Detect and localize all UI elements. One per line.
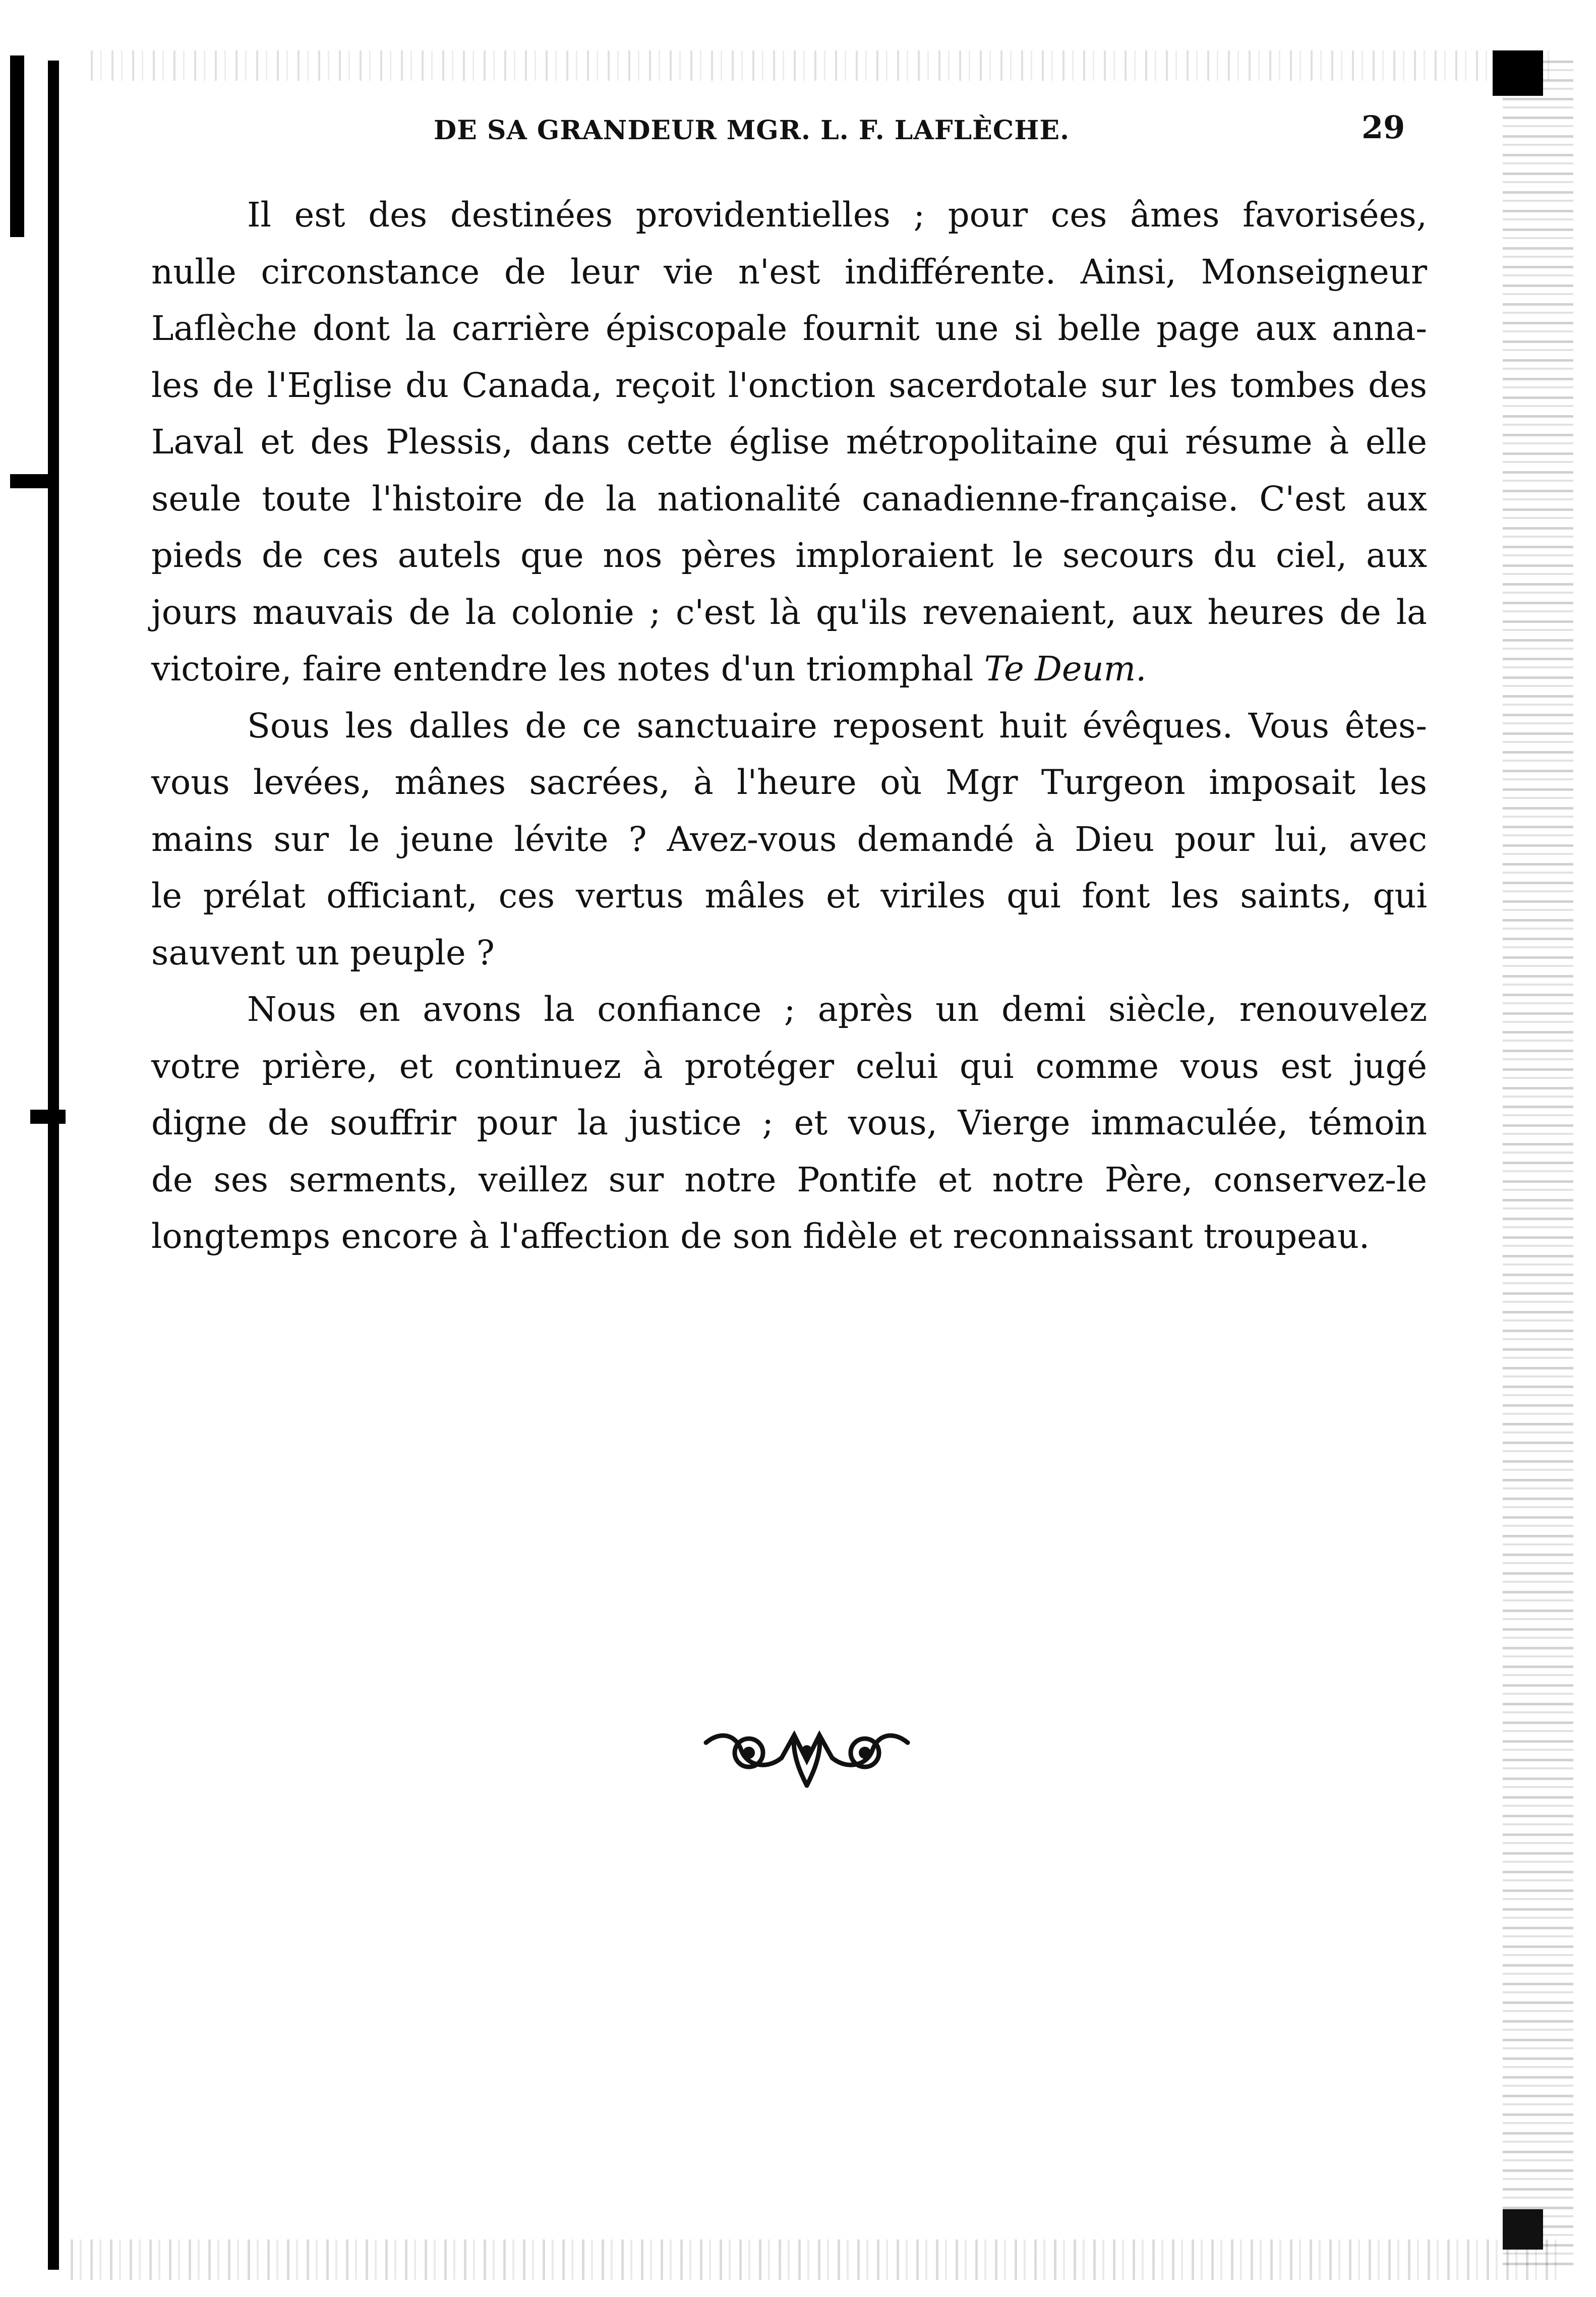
text-line: Nous en avons la confiance ; après un demi siècle, renouvelez: [247, 990, 1427, 1029]
scan-speckle-bottom: [71, 2239, 1558, 2280]
text-line: seule toute l'histoire de la nationalité canadienne-française. C'est aux: [151, 479, 1427, 519]
text-fragment: victoire, faire entendre les notes d'un triomphal: [151, 649, 984, 688]
text-line: Sous les dalles de ce sanctuaire reposent huit évêques. Vous êtes-: [247, 706, 1427, 745]
body-text: [151, 187, 1427, 1265]
text-line: vous levées, mânes sacrées, à l'heure où Mgr Turgeon imposait les: [151, 763, 1427, 802]
scan-corner-blot: [1503, 2209, 1543, 2250]
paragraph: [151, 698, 1427, 982]
text-line: jours mauvais de la colonie ; c'est là qu'ils revenaient, aux heures de la: [151, 592, 1427, 632]
text-line: mains sur le jeune lévite ? Avez-vous demandé à Dieu pour lui, avec: [151, 819, 1427, 859]
text-line: votre prière, et continuez à protéger celui qui comme vous est jugé: [151, 1046, 1427, 1086]
text-line: nulle circonstance de leur vie n'est indifférente. Ainsi, Monseigneur: [151, 252, 1427, 292]
text-line: les de l'Eglise du Canada, reçoit l'onction sacerdotale sur les tombes des: [151, 365, 1427, 405]
text-line: de ses serments, veillez sur notre Pontife et notre Père, conservez-le: [151, 1160, 1427, 1199]
text-line: Laflèche dont la carrière épiscopale fournit une si belle page aux anna-: [151, 309, 1427, 348]
scan-speckle-top: [91, 50, 1553, 81]
running-head: DE SA GRANDEUR MGR. L. F. LAFLÈCHE.: [434, 115, 1070, 146]
text-line: [151, 641, 1427, 698]
text-line: pieds de ces autels que nos pères imploraient le secours du ciel, aux: [151, 536, 1427, 575]
scan-corner-blot: [1493, 50, 1543, 96]
fleuron-ornament-icon: [701, 1715, 913, 1791]
text-line: digne de souffrir pour la justice ; et vous, Vierge immaculée, témoin: [151, 1103, 1427, 1142]
scan-binding-edge-top: [10, 55, 24, 237]
page-number: 29: [1362, 109, 1405, 146]
scan-edge-mark: [10, 474, 50, 488]
text-line: Laval et des Plessis, dans cette église métropolitaine qui résume à elle: [151, 422, 1427, 462]
text-line: sauvent un peuple ?: [151, 933, 495, 972]
paragraph: [151, 187, 1427, 698]
scan-speckle-right: [1503, 61, 1573, 2270]
text-line: longtemps encore à l'affection de son fidèle et reconnaissant troupeau.: [151, 1217, 1370, 1256]
text-line: Il est des destinées providentielles ; pour ces âmes favorisées,: [247, 195, 1427, 235]
text-line: le prélat officiant, ces vertus mâles et viriles qui font les saints, qui: [151, 876, 1427, 915]
italic-phrase: Te Deum.: [984, 649, 1147, 688]
scan-edge-mark: [30, 1110, 66, 1124]
scan-binding-edge: [48, 61, 59, 2270]
paragraph: [151, 981, 1427, 1265]
